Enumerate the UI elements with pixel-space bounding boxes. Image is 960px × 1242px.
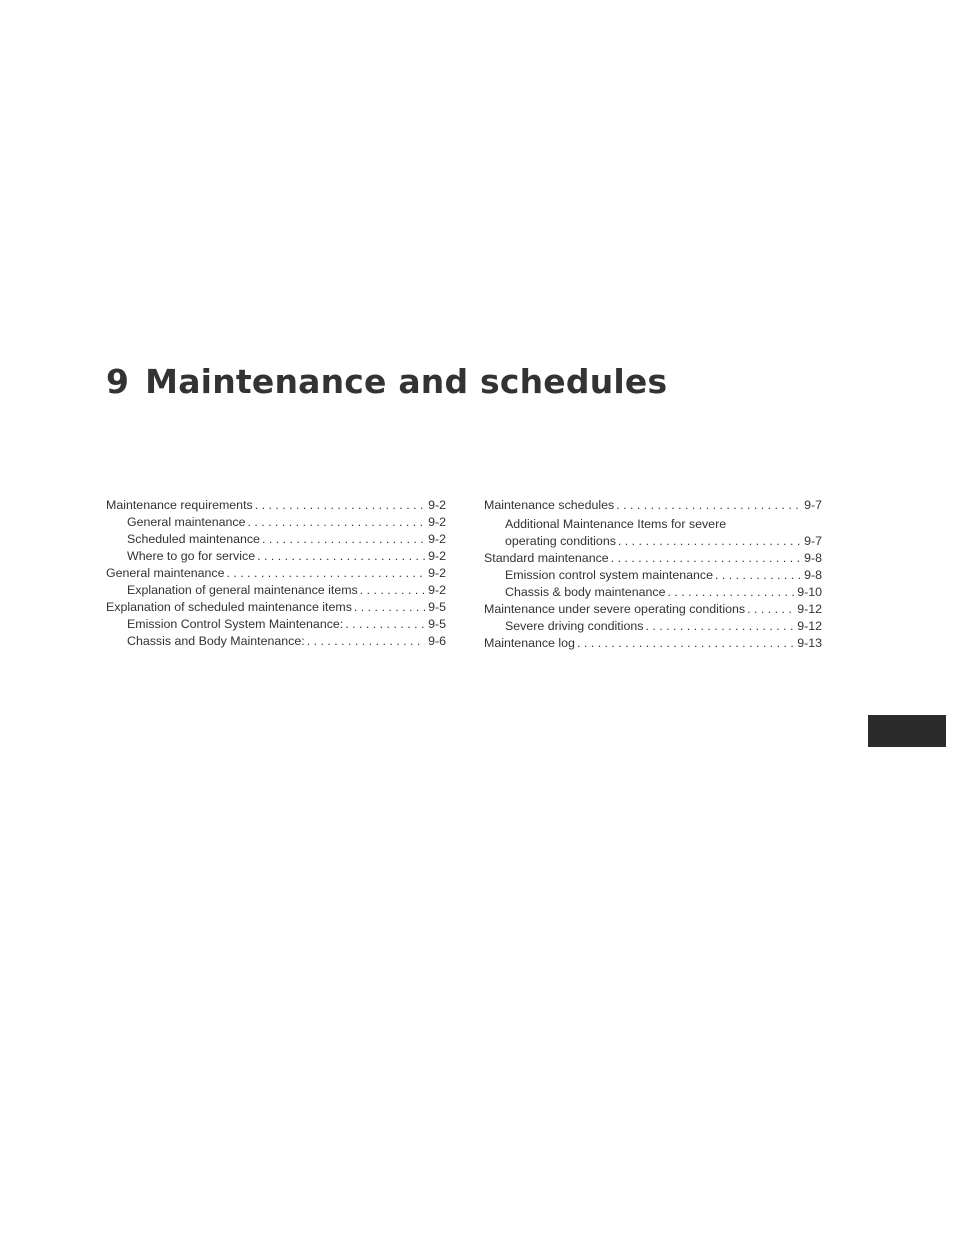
toc-leader-dots: [226, 565, 425, 582]
toc-entry[interactable]: [484, 635, 822, 652]
chapter-title: [106, 362, 667, 401]
toc-entry-page: 9-6: [428, 634, 446, 648]
chapter-title-text: Maintenance and schedules: [145, 362, 668, 401]
toc-entry[interactable]: [484, 601, 822, 618]
toc-entry[interactable]: [106, 633, 446, 650]
toc-leader-dots: [247, 514, 425, 531]
toc-leader-dots: [354, 599, 425, 616]
toc-entry-page: 9-8: [804, 551, 822, 565]
toc-entry-text: Emission Control System Maintenance:: [127, 617, 344, 631]
toc-entry-page: 9-5: [428, 600, 446, 614]
toc-entry[interactable]: [106, 514, 446, 531]
toc-entry-page: 9-13: [797, 636, 822, 650]
toc-entry-text: Maintenance under severe operating conditions: [484, 602, 746, 616]
toc-entry[interactable]: [106, 548, 446, 565]
toc-leader-dots: [307, 633, 425, 650]
toc-leader-dots: [618, 533, 801, 550]
toc-entry-page: 9-7: [804, 534, 822, 548]
toc-entry[interactable]: [106, 565, 446, 582]
toc-entry-text: Explanation of scheduled maintenance items: [106, 600, 352, 614]
toc-entry-text: Explanation of general maintenance items: [127, 583, 358, 597]
toc-leader-dots: [577, 635, 794, 652]
toc-leader-dots: [616, 497, 801, 514]
toc-entry-page: 9-2: [428, 515, 446, 529]
toc-entry-page: 9-12: [797, 602, 822, 616]
toc-entry-page: 9-2: [428, 566, 446, 580]
toc-entry-text: Maintenance log: [484, 636, 575, 650]
toc-entry[interactable]: [484, 497, 822, 514]
toc-entry-page: 9-7: [804, 498, 822, 512]
toc-entry-text: General maintenance: [127, 515, 246, 529]
toc-entry[interactable]: [484, 584, 822, 601]
toc-leader-dots: [262, 531, 425, 548]
toc-entry-text: Maintenance requirements: [106, 498, 253, 512]
chapter-thumb-tab: [868, 715, 946, 747]
toc-left-column: [106, 497, 446, 650]
toc-entry-text-line1[interactable]: Additional Maintenance Items for severe: [505, 517, 727, 531]
toc-entry[interactable]: [484, 567, 822, 584]
toc-entry[interactable]: [106, 599, 446, 616]
toc-entry[interactable]: [106, 582, 446, 599]
toc-entry-text: Emission control system maintenance: [505, 568, 713, 582]
toc-entry[interactable]: [484, 618, 822, 635]
toc-entry-page: 9-2: [428, 583, 446, 597]
toc-entry[interactable]: [484, 533, 822, 550]
toc-entry-page: 9-12: [797, 619, 822, 633]
toc-leader-dots: [611, 550, 801, 567]
toc-leader-dots: [360, 582, 425, 599]
toc-entry-text: Where to go for service: [127, 549, 256, 563]
toc-entry-text: Standard maintenance: [484, 551, 609, 565]
toc-entry[interactable]: [106, 616, 446, 633]
toc-entry-page: 9-5: [428, 617, 446, 631]
toc-entry-page: 9-8: [804, 568, 822, 582]
chapter-number: 9: [106, 362, 130, 401]
toc-leader-dots: [345, 616, 425, 633]
toc-leader-dots: [667, 584, 794, 601]
toc-leader-dots: [747, 601, 794, 618]
toc-entry[interactable]: [106, 497, 446, 514]
toc-entry-text: Chassis and Body Maintenance:: [127, 634, 305, 648]
toc-entry-page: 9-10: [797, 585, 822, 599]
toc-leader-dots: [715, 567, 801, 584]
toc-entry-text-line2: operating conditions: [505, 534, 616, 548]
toc-entry-text: Scheduled maintenance: [127, 532, 260, 546]
toc-leader-dots: [255, 497, 425, 514]
toc-right-column: [484, 497, 822, 652]
toc-entry-text: Maintenance schedules: [484, 498, 615, 512]
toc-entry-text: Severe driving conditions: [505, 619, 644, 633]
toc-entry-page: 9-2: [428, 532, 446, 546]
toc-entry-page: 9-2: [428, 549, 446, 563]
toc-entry-text: General maintenance: [106, 566, 225, 580]
toc-leader-dots: [645, 618, 794, 635]
toc-entry[interactable]: [106, 531, 446, 548]
toc-leader-dots: [257, 548, 425, 565]
toc-entry-page: 9-2: [428, 498, 446, 512]
toc-entry[interactable]: [484, 550, 822, 567]
toc-entry-text: Chassis & body maintenance: [505, 585, 666, 599]
